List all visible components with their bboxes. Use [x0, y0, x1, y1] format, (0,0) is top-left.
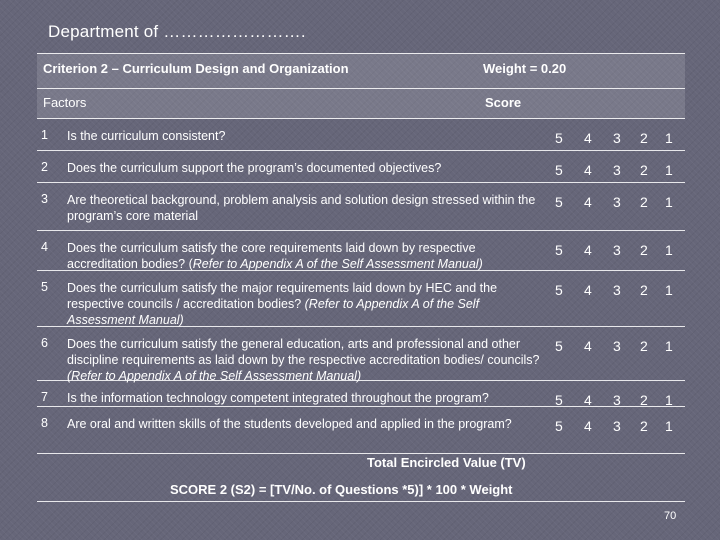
- question-text: [67, 192, 542, 224]
- question-number: 3: [41, 192, 48, 206]
- slide-title: Department of …………………….: [48, 22, 306, 41]
- score-option[interactable]: 2: [640, 338, 648, 354]
- score-option[interactable]: 1: [665, 242, 673, 258]
- question-text: [67, 416, 542, 432]
- question-number: 4: [41, 240, 48, 254]
- table-row: [37, 118, 685, 151]
- question-body: Does the curriculum support the program’s documented objectives?: [67, 161, 442, 175]
- question-body: Are theoretical background, problem analysis and solution design stressed within the program’s core material: [67, 193, 536, 223]
- table-row: [37, 230, 685, 271]
- appendix-reference: Refer to Appendix A of the Self Assessment Manual): [192, 257, 483, 271]
- question-text: [67, 128, 542, 144]
- score-option[interactable]: 3: [613, 418, 621, 434]
- table-row: [37, 326, 685, 381]
- question-body: Are oral and written skills of the students developed and applied in the program?: [67, 417, 512, 431]
- question-body: Does the curriculum satisfy the major requirements laid down by HEC and the respective councils / accreditation bodies?: [67, 281, 498, 311]
- score-option[interactable]: 1: [665, 162, 673, 178]
- score-option[interactable]: 2: [640, 130, 648, 146]
- score-option[interactable]: 5: [555, 282, 563, 298]
- question-body: Does the curriculum satisfy the core requirements laid down by respective accreditation bodies? (: [67, 241, 476, 271]
- table-row: [37, 270, 685, 327]
- score-option[interactable]: 3: [613, 338, 621, 354]
- table-row: [37, 406, 685, 454]
- question-body: Does the curriculum satisfy the general education, arts and professional and other discipline requirements as laid down by the respective accreditation bodies/ councils?: [67, 337, 540, 367]
- score-option[interactable]: 4: [584, 392, 592, 408]
- score-options: [555, 162, 683, 180]
- appendix-reference: (Refer to Appendix A of the Self Assessment Manual): [67, 297, 480, 327]
- score-option[interactable]: 4: [584, 282, 592, 298]
- score-option[interactable]: 5: [555, 162, 563, 178]
- score-option[interactable]: 3: [613, 392, 621, 408]
- question-text: [67, 160, 542, 176]
- score-option[interactable]: 2: [640, 194, 648, 210]
- total-encircled-label: Total Encircled Value (TV): [367, 455, 526, 470]
- score-option[interactable]: 3: [613, 162, 621, 178]
- score-option[interactable]: 4: [584, 130, 592, 146]
- score-option[interactable]: 5: [555, 392, 563, 408]
- score-option[interactable]: 2: [640, 418, 648, 434]
- score-option[interactable]: 1: [665, 392, 673, 408]
- score-option[interactable]: 4: [584, 162, 592, 178]
- score-option[interactable]: 5: [555, 338, 563, 354]
- question-body: Is the curriculum consistent?: [67, 129, 226, 143]
- question-number: 7: [41, 390, 48, 404]
- question-text: [67, 336, 542, 384]
- score-option[interactable]: 4: [584, 242, 592, 258]
- question-number: 5: [41, 280, 48, 294]
- score-option[interactable]: 4: [584, 418, 592, 434]
- weight-label: Weight = 0.20: [483, 61, 567, 76]
- score-option[interactable]: 2: [640, 392, 648, 408]
- score-options: [555, 338, 683, 356]
- score-options: [555, 194, 683, 212]
- question-body: Is the information technology competent integrated throughout the program?: [67, 391, 489, 405]
- criterion-header: [37, 53, 685, 119]
- score-option[interactable]: 1: [665, 282, 673, 298]
- score-option[interactable]: 2: [640, 162, 648, 178]
- table-row: [37, 150, 685, 183]
- score-option[interactable]: 5: [555, 194, 563, 210]
- question-number: 6: [41, 336, 48, 350]
- score-option[interactable]: 3: [613, 242, 621, 258]
- score-option[interactable]: 1: [665, 194, 673, 210]
- score-option[interactable]: 3: [613, 194, 621, 210]
- table-row: [37, 380, 685, 407]
- question-text: [67, 280, 542, 328]
- score-options: [555, 418, 683, 436]
- score-option[interactable]: 4: [584, 338, 592, 354]
- score-options: [555, 130, 683, 148]
- score-option[interactable]: 1: [665, 130, 673, 146]
- factors-column-header: Factors: [43, 95, 87, 110]
- score-option[interactable]: 3: [613, 282, 621, 298]
- score-options: [555, 242, 683, 260]
- score-option[interactable]: 1: [665, 418, 673, 434]
- score-option[interactable]: 4: [584, 194, 592, 210]
- question-text: [67, 390, 542, 406]
- score-option[interactable]: 5: [555, 242, 563, 258]
- page-number: 70: [664, 510, 677, 522]
- score-option[interactable]: 5: [555, 418, 563, 434]
- appendix-reference: (Refer to Appendix A of the Self Assessment Manual): [67, 369, 362, 383]
- total-row: [37, 453, 685, 470]
- question-text: [67, 240, 542, 272]
- table-bottom-rule: [37, 501, 685, 502]
- score-options: [555, 282, 683, 300]
- header-divider: [37, 88, 685, 89]
- score-option[interactable]: 2: [640, 282, 648, 298]
- question-number: 2: [41, 160, 48, 174]
- score-formula: SCORE 2 (S2) = [TV/No. of Questions *5)] * 100 * Weight: [170, 482, 513, 497]
- criterion-title: Criterion 2 – Curriculum Design and Organization: [43, 61, 349, 76]
- score-option[interactable]: 5: [555, 130, 563, 146]
- score-option[interactable]: 1: [665, 338, 673, 354]
- score-column-header: Score: [485, 95, 522, 110]
- score-option[interactable]: 2: [640, 242, 648, 258]
- question-number: 8: [41, 416, 48, 430]
- score-option[interactable]: 3: [613, 130, 621, 146]
- question-number: 1: [41, 128, 48, 142]
- table-row: [37, 182, 685, 231]
